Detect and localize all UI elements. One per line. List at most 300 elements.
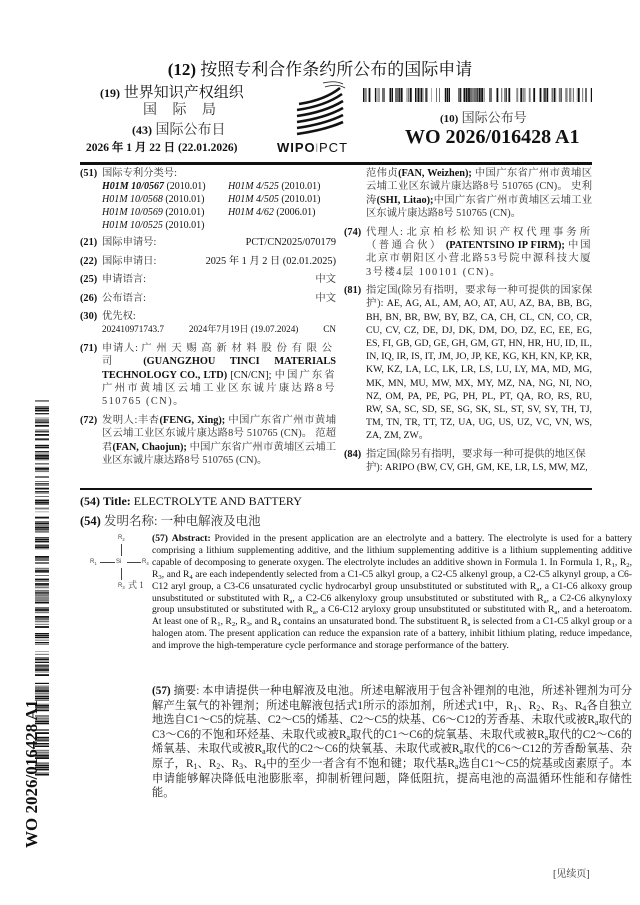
- field-value: 2025 年 1 月 2 日 (02.01.2025): [205, 255, 336, 267]
- bond-line: [100, 562, 115, 563]
- barcode-bar: [518, 88, 519, 102]
- organization-text: 世界知识产权组织: [123, 85, 244, 101]
- barcode-bar: [566, 88, 567, 102]
- field-number: (22): [80, 255, 98, 267]
- formula-r1: $R_1$: [90, 559, 97, 566]
- wipo-wordmark: WIPO: [277, 140, 316, 155]
- barcode-bar: [447, 88, 449, 102]
- barcode-bar: [35, 517, 49, 519]
- barcode-bar: [577, 88, 578, 102]
- barcode-bar: [35, 669, 49, 671]
- barcode-bar: [35, 624, 49, 625]
- barcode-bar: [570, 88, 571, 102]
- barcode-bar: [35, 493, 49, 494]
- ipc-code: H01M 4/525 (2010.01): [228, 181, 321, 193]
- barcode-bar: [35, 419, 49, 420]
- priority-number: 202410971743.7: [102, 324, 165, 335]
- field-filing-language: [80, 273, 336, 286]
- barcode-bar: [505, 88, 506, 102]
- barcode-bar: [35, 644, 49, 645]
- barcode-bar: [506, 88, 507, 102]
- barcode-bar: [395, 88, 396, 102]
- barcode-bar: [35, 587, 49, 589]
- abstract-cn: [152, 684, 632, 801]
- barcode-bar: [470, 88, 471, 102]
- field-ipc: [80, 167, 336, 232]
- barcode-bar: [35, 562, 49, 563]
- abstract-label: Abstract:: [171, 533, 211, 544]
- left-column: [80, 167, 336, 468]
- formula-r3: $R_3$: [118, 583, 125, 590]
- field-label: 指定国(除另有指明，要求每一种可提供的国家保护):: [366, 285, 592, 310]
- field-label: 申请语言:: [102, 274, 147, 286]
- barcode-bar: [35, 454, 49, 455]
- barcode-bar: [439, 88, 440, 102]
- barcode-bar: [35, 447, 49, 449]
- field-number: (72): [80, 414, 98, 426]
- field-number: (84): [344, 448, 362, 460]
- title-number: (54): [80, 514, 101, 528]
- barcode-bar: [407, 88, 408, 102]
- inventor-name-en: (SHI, Litao);: [376, 194, 434, 206]
- barcode-bar: [383, 88, 384, 102]
- barcode-bar: [586, 88, 587, 102]
- inventor-address: 中国广东省广州市黄埔区云埔工业区东诚片康达路8号 510765 (CN)。: [366, 168, 592, 193]
- agent-address: 中国北京市朝阳区小营北路53号院中源科技大厦3号楼4层 100101 (CN)。: [366, 240, 593, 278]
- barcode-bar: [35, 504, 49, 505]
- barcode-bar: [35, 688, 49, 689]
- title-divider: [80, 488, 592, 490]
- barcode-bar: [396, 88, 397, 102]
- publication-number-code: (10): [440, 113, 459, 125]
- inventor-address: 中国广东省广州市黄埔区云埔工业区东诚片康达路8号 510765 (CN)。: [366, 194, 593, 220]
- publication-number-label: [440, 110, 527, 127]
- field-filing-date: [80, 255, 336, 268]
- barcode-bar: [35, 558, 49, 559]
- barcode-bar: [35, 593, 49, 594]
- barcode-bar: [35, 654, 49, 655]
- title-en: [80, 494, 302, 509]
- barcode-bar: [35, 463, 49, 464]
- barcode-bar: [35, 618, 49, 619]
- barcode-bar: [35, 496, 49, 497]
- barcode-bar: [35, 585, 49, 586]
- barcode-bar: [35, 400, 49, 402]
- applicant-nationality: [CN/CN];: [230, 369, 272, 381]
- formula-si: Si: [116, 559, 122, 565]
- barcode-bar: [497, 88, 499, 102]
- barcode-bar: [35, 568, 49, 570]
- field-priority: [80, 310, 336, 337]
- bond-line: [121, 544, 122, 556]
- title-value: 一种电解液及电池: [160, 514, 261, 528]
- barcode-bar: [35, 666, 49, 667]
- barcode-bar: [415, 88, 416, 102]
- barcode-bar: [35, 657, 49, 658]
- wipo-logo-icon: [285, 78, 365, 138]
- publication-date-text: 国际公布日: [155, 123, 226, 138]
- barcode-bar: [35, 661, 49, 662]
- barcode-bar: [397, 88, 398, 102]
- barcode-bar: [35, 508, 49, 510]
- field-value: 中文: [315, 292, 336, 304]
- barcode-bar: [35, 665, 49, 666]
- barcode-bar: [35, 545, 49, 546]
- barcode-bar: [35, 527, 49, 529]
- barcode-bar: [460, 88, 461, 102]
- abstract-text: 本申请提供一种电解液及电池。所述电解液用于包含补锂剂的电池，所述补锂剂为可分解产生氧气的补锂剂；所述电解液包括式1所示的添加剂，所述式1中，$R_1$、$R_2$、$R_3$、$R_4$各自独立地选自C1～C5的烷基、C2～C5的烯基、C2～C5的炔基、C6～C12的芳香基、未取代或被$R_a$取代的C3～C6的不饱和环烃基、未取代或被$R_a$取代的C1～C6的烷氧基、未取代或被$R_a$取代的C2～C6的烯氧基、未取代或被$R_a$取代的C2～C6的炔氧基、未取代或被$R_a$取代的C6～C12的芳香酚氧基、杂原子，$R_1$、$R_2$、$R_3$、$R_4$中的至少一者含有不饱和键；取代基$R_a$选自C1～C5的烷基或卤素原子。本申请能够解决降低电池膨胀率，抑制析锂问题，降低阻抗，提高电池的高温循环性能和存储性能。: [152, 685, 633, 800]
- barcode-bar: [35, 619, 49, 620]
- publication-number: WO 2026/016428 A1: [405, 126, 580, 148]
- barcode-bar: [573, 88, 574, 102]
- field-applicant: [80, 342, 336, 409]
- barcode-bar: [35, 686, 49, 687]
- barcode-bar: [523, 88, 524, 102]
- barcode-bar: [382, 88, 383, 102]
- inventor-address: 中国广东省广州市黄埔区云埔工业区东诚片康达路8号 510765 (CN)。: [102, 414, 337, 440]
- barcode-bar: [35, 468, 49, 470]
- barcode-bar: [544, 88, 545, 102]
- field-label: 国际专利分类号:: [102, 168, 177, 179]
- barcode-bar: [35, 602, 49, 604]
- barcode-bar: [35, 476, 49, 477]
- barcode-bar: [474, 88, 475, 102]
- barcode-bar: [477, 88, 478, 102]
- document-kind-number: (12): [167, 60, 197, 79]
- barcode-bar: [35, 658, 49, 660]
- ipc-code-list: [102, 180, 336, 232]
- barcode-bar: [35, 572, 49, 573]
- barcode-bar: [490, 88, 491, 102]
- barcode-bar: [35, 541, 49, 543]
- ipc-code: H01M 10/0567 (2010.01): [102, 181, 206, 193]
- abstract-number: (57): [152, 533, 168, 544]
- barcode-bar: [520, 88, 522, 102]
- barcode-bar: [489, 88, 490, 102]
- barcode-bar: [410, 88, 412, 102]
- barcode-bar: [420, 88, 421, 102]
- barcode-bar: [35, 616, 49, 618]
- barcode-bar: [561, 88, 562, 102]
- barcode-bar: [533, 88, 535, 102]
- barcode-bar: [35, 467, 49, 468]
- barcode-bar: [35, 522, 49, 524]
- barcode-bar: [35, 434, 49, 436]
- priority-country: CN: [323, 324, 336, 335]
- barcode-bar: [35, 481, 49, 482]
- barcode-bar: [481, 88, 483, 102]
- barcode-bar: [458, 88, 459, 102]
- barcode-bar: [401, 88, 403, 102]
- barcode-bar: [35, 431, 49, 432]
- barcode-bar: [35, 559, 49, 560]
- inventor-name-cn: 丰杏: [137, 414, 160, 426]
- ipc-code: H01M 10/0569 (2010.01): [102, 207, 205, 219]
- barcode-bar: [35, 611, 49, 613]
- barcode-bar: [35, 406, 49, 407]
- priority-date: 2024年7月19日 (19.07.2024): [188, 324, 299, 335]
- ipc-code: H01M 10/0525 (2010.01): [102, 220, 205, 232]
- field-label: 国际申请号:: [102, 237, 157, 249]
- field-label: 指定国(除另有指明，要求每一种可提供的地区保护):: [366, 448, 586, 473]
- barcode-bar: [384, 88, 385, 102]
- barcode-bar: [35, 455, 49, 457]
- barcode-bar: [35, 500, 49, 502]
- field-label: 发明人:: [102, 414, 138, 426]
- barcode-bar: [366, 88, 367, 102]
- abstract-number: (57): [152, 685, 171, 697]
- barcode-bar: [365, 88, 366, 102]
- document-kind-text: 按照专利合作条约所公布的国际申请: [200, 60, 473, 79]
- barcode-bar: [35, 422, 49, 423]
- barcode-bar: [559, 88, 560, 102]
- barcode-bar: [399, 88, 400, 102]
- barcode-bar: [35, 410, 49, 412]
- field-application-number: [80, 236, 336, 249]
- barcode-bar: [35, 483, 49, 484]
- ipc-code: H01M 4/62 (2006.01): [228, 207, 316, 219]
- title-number: (54): [80, 494, 100, 508]
- barcode-bar: [35, 430, 49, 431]
- field-agent: [344, 226, 592, 280]
- inventor-name-en: (FAN, Weizhen);: [398, 168, 472, 179]
- applicant-name-cn: 广州天赐高新材料股份有限公司: [102, 342, 336, 368]
- barcode-bar: [378, 88, 379, 102]
- barcode-bar: [35, 575, 49, 576]
- barcode-bar: [35, 690, 49, 692]
- barcode-bar: [35, 671, 49, 672]
- barcode-bar: [35, 579, 49, 581]
- field-value: 中文: [315, 274, 336, 286]
- national-codes: AE, AG, AL, AM, AO, AT, AU, AZ, BA, BB, BG, BH, BN, BR, BW, BY, BZ, CA, CH, CL, CN, CO, CR, CU, CV, CZ, DE, DJ, DK, DM, DO, DZ, EC, EE, EG, ES, FI, GB, GD, GE, GH, GM, GT, HN, HR, HU, ID, IL, IN, IQ, IR, IS, IT, JM, JO, JP, KE, KG, KH, KN, KP, KR, KW, KZ, LA, LC, LK, LR, LS, LU, LY, MA, MD, MG, MK, MN, MU, MW, MX, MY, MZ, NA, NG, NI, NO, NZ, OM, PA, PE, PG, PH, PL, PT, QA, RO, RS, RU, RW, SA, SC, SD, SE, SG, SK, SL, ST, SV, SY, TH, TJ, TM, TN, TR, TT, TZ, UA, UG, US, UZ, VC, VN, WS, ZA, ZM, ZW。: [366, 298, 592, 442]
- publication-date-value: 2026 年 1 月 22 日 (22.01.2026): [86, 142, 238, 154]
- barcode-bar: [426, 88, 427, 102]
- right-column: [344, 167, 592, 474]
- barcode-bar: [464, 88, 466, 102]
- barcode-bar: [35, 549, 49, 550]
- barcode-bar: [35, 695, 49, 696]
- barcode-bar: [35, 600, 49, 601]
- field-number: (21): [80, 237, 98, 249]
- barcode-bar: [35, 692, 49, 694]
- inventor-address: 中国广东省广州市黄埔区云埔工业区东诚片康达路8号 510765 (CN)。: [102, 441, 337, 467]
- barcode-bar: [35, 590, 49, 591]
- barcode-bar: [35, 453, 49, 454]
- barcode-bar: [583, 88, 584, 102]
- barcode-bar: [540, 88, 542, 102]
- barcode-bar: [547, 88, 548, 102]
- inventor-name-cn: 范伟贞: [366, 168, 399, 179]
- barcode-bar: [423, 88, 424, 102]
- barcode-bar: [363, 88, 364, 102]
- barcode-bar: [567, 88, 568, 102]
- barcode-bar: [35, 599, 49, 600]
- inventor-name-en: (FAN, Chaojun);: [112, 441, 187, 453]
- barcode-bar: [35, 621, 49, 623]
- barcode-bar: [369, 88, 371, 102]
- abstract-en: [152, 533, 632, 652]
- inventors-continued: [366, 167, 592, 221]
- wordmark-separator: |: [315, 142, 320, 152]
- barcode-bar: [468, 88, 470, 102]
- barcode-bar: [35, 470, 49, 472]
- formula-r2: $R_2$: [118, 535, 125, 542]
- field-label: 申请人:: [102, 342, 138, 354]
- barcode-bar: [35, 626, 49, 628]
- inventor-name-cn: 史利涛: [366, 181, 593, 206]
- field-designated-national: [344, 284, 592, 442]
- barcode-bar: [35, 640, 49, 641]
- barcode-bar: [479, 88, 481, 102]
- field-number: (30): [80, 311, 98, 323]
- barcode-bar: [35, 595, 49, 596]
- barcode-bar: [421, 88, 423, 102]
- barcode-bar: [35, 502, 49, 504]
- barcode-bar: [484, 88, 485, 102]
- field-number: (25): [80, 274, 98, 286]
- barcode-bar: [35, 546, 49, 548]
- barcode-bar: [35, 674, 49, 676]
- applicant-name-en: (GUANGZHOU TINCI MATERIALS TECHNOLOGY CO., LTD): [102, 356, 337, 381]
- ipc-code: H01M 4/505 (2010.01): [228, 194, 321, 206]
- barcode-bar: [524, 88, 525, 102]
- barcode-bar: [35, 460, 49, 461]
- barcode-bar: [516, 88, 517, 102]
- inventor-name-cn: 范超君: [102, 428, 336, 453]
- organization-name: [100, 84, 244, 102]
- barcode-bar: [35, 598, 49, 599]
- agent-name-cn: 北京柏杉松知识产权代理事务所（普通合伙）: [366, 226, 592, 252]
- field-label: 国际申请日:: [102, 255, 157, 267]
- barcode-bar: [418, 88, 419, 102]
- barcode-bar: [476, 88, 477, 102]
- chemical-formula: [90, 534, 160, 594]
- barcode-bar: [390, 88, 392, 102]
- document-kind: [0, 60, 640, 80]
- barcode-bar: [35, 537, 49, 538]
- priority-row: [102, 323, 336, 336]
- publication-date-number: (43): [132, 123, 152, 137]
- title-value: ELECTROLYTE AND BATTERY: [133, 494, 302, 508]
- barcode-bar: [35, 521, 49, 522]
- barcode-bar: [377, 88, 378, 102]
- continued-marker: [见续页]: [553, 869, 590, 880]
- barcode-bar: [35, 651, 49, 652]
- barcode-bar: [35, 425, 49, 427]
- ipc-code: H01M 10/0568 (2010.01): [102, 194, 205, 206]
- bond-line: [127, 562, 141, 563]
- barcode-bar: [35, 539, 49, 540]
- formula-label: 式 1: [128, 580, 144, 590]
- bond-line: [121, 568, 122, 580]
- title-label: 发明名称:: [103, 514, 158, 528]
- barcode-bar: [35, 488, 49, 490]
- barcode-bar: [35, 642, 49, 643]
- organization-bureau: 国 际 局: [143, 103, 222, 118]
- field-label: 代理人:: [366, 226, 403, 238]
- pct-wordmark: PCT: [319, 140, 349, 155]
- barcode-bar: [35, 512, 49, 513]
- barcode-bar: [35, 609, 49, 611]
- barcode-bar: [508, 88, 510, 102]
- barcode-bar: [554, 88, 555, 102]
- barcode-bar: [431, 88, 432, 102]
- barcode-bar: [35, 477, 49, 478]
- barcode-bar: [35, 556, 49, 558]
- barcode-bar: [35, 529, 49, 530]
- barcode-bar: [35, 439, 49, 440]
- barcode-bar: [35, 637, 49, 638]
- field-value: PCT/CN2025/070179: [245, 237, 336, 249]
- barcode-bar: [436, 88, 437, 102]
- barcode-bar: [35, 413, 49, 414]
- field-inventors: [80, 414, 336, 468]
- formula-r4: $R_4$: [142, 559, 149, 566]
- barcode-bar: [501, 88, 502, 102]
- barcode-bar: [35, 418, 49, 419]
- barcode-bar: [35, 668, 49, 669]
- barcode-bar: [35, 607, 49, 608]
- barcode-bar: [417, 88, 418, 102]
- barcode-bar: [35, 491, 49, 492]
- field-publication-language: [80, 292, 336, 305]
- barcode-bar: [585, 88, 586, 102]
- barcode-bar: [35, 451, 49, 452]
- barcode-bar: [35, 445, 49, 446]
- title-cn: [80, 513, 261, 529]
- barcode-bar: [35, 696, 49, 697]
- barcode-bar: [35, 526, 49, 527]
- barcode-bar: [35, 635, 49, 637]
- field-number: (26): [80, 292, 98, 304]
- barcode-bar: [35, 407, 49, 409]
- vertical-publication-number: WO 2026/016428 A1: [22, 699, 41, 848]
- barcode-bar: [571, 88, 572, 102]
- barcode-bar: [425, 88, 426, 102]
- agent-name-en: (PATENTSINO IP FIRM);: [445, 240, 565, 252]
- barcode-bar: [35, 525, 49, 526]
- barcode-bar: [545, 88, 546, 102]
- field-label: 公布语言:: [102, 292, 147, 304]
- barcode-bar: [375, 88, 376, 102]
- barcode-bar: [449, 88, 450, 102]
- field-number: (81): [344, 285, 362, 297]
- abstract-text: Provided in the present application are an electrolyte and a battery. The electrolyte is used for a battery comprising a lithium supplementing additive, and the lithium supplementing additive is a lithium supplementing additive capable of decomposing to generate oxygen. The electrolyte includes an additive shown in Formula 1. In Formula 1, $R_1$, $R_2$, $R_3$, and $R_4$ are each independently selected from a C1-C5 alkyl group, a C2-C5 alkenyl group, a C2-C5 alkynyl group, a C6-C12 aryl group, a C3-C6 unsaturated cyclic hydrocarbyl group unsubstituted or substituted with $R_a$, a C1-C6 alkoxy group unsubstituted or substituted with $R_a$, a C2-C6 alkenyloxy group unsubstituted or substituted with $R_a$, a C2-C6 alkynyloxy group unsubstituted or substituted with $R_a$, a C6-C12 aryloxy group unsubstituted or substituted with $R_a$, and a heteroatom. At least one of $R_1$, $R_2$, $R_3$, and $R_4$ contains an unsaturated bond. The substituent $R_a$ is selected from a C1-C5 alkyl group or a halogen atom. The present application can reduce the expansion rate of a battery, inhibit lithium plating, reduce impedance, and improve the high-temperature cycle performance and storage performance of the battery.: [152, 533, 633, 652]
- wipo-pct-wordmark: [277, 140, 348, 155]
- barcode-bar: [35, 457, 49, 459]
- applicant-address: 中国广东省广州市黄埔区云埔工业区东诚片康达路8号 510765 (CN)。: [102, 369, 337, 408]
- barcode-icon: [363, 88, 595, 102]
- field-number: (71): [80, 342, 98, 354]
- barcode-bar: [552, 88, 554, 102]
- barcode-bar: [408, 88, 410, 102]
- publication-number-text: 国际公布号: [461, 110, 527, 125]
- barcode-bar: [591, 88, 592, 102]
- barcode-bar: [35, 581, 49, 582]
- barcode-bar: [392, 88, 393, 102]
- barcode-bar: [466, 88, 468, 102]
- barcode-bar: [35, 687, 49, 688]
- barcode-bar: [35, 592, 49, 593]
- barcode-bar: [35, 570, 49, 572]
- barcode-bar: [35, 531, 49, 533]
- publication-date-label: [132, 122, 226, 139]
- barcode-bar: [35, 633, 49, 634]
- barcode-bar: [445, 88, 446, 102]
- barcode-bar: [35, 597, 49, 598]
- barcode-bar: [35, 464, 49, 465]
- barcode-bar: [35, 563, 49, 564]
